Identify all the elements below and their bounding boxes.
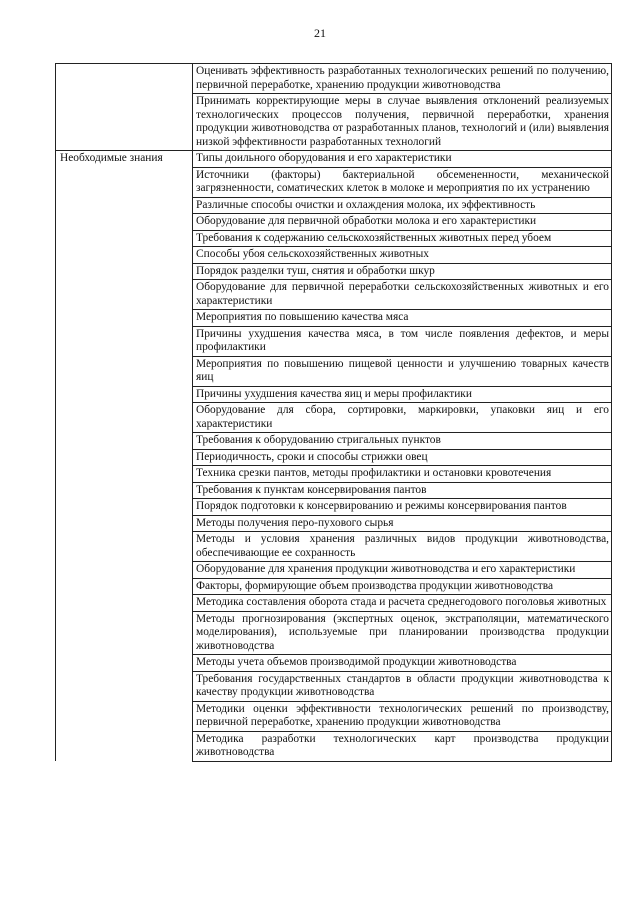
table-cell-item: Мероприятия по повышению пищевой ценности и улучшению товарных качеств яиц [193,356,612,386]
table-cell-item: Методы учета объемов производимой продукции животноводства [193,655,612,672]
table-cell-item: Принимать корректирующие меры в случае выявления отклонений реализуемых технологических процессов получения, первичной переработки, хранения продукции животноводства от разработанных планов, технологий и (или) выявления низкой эффективности разработанных технологий [193,94,612,151]
table-cell-item: Мероприятия по повышению качества мяса [193,310,612,327]
row-label [56,64,193,151]
table-cell-item: Оборудование для сбора, сортировки, маркировки, упаковки яиц и его характеристики [193,403,612,433]
page-number: 21 [314,26,326,40]
table-cell-item: Факторы, формирующие объем производства продукции животноводства [193,578,612,595]
table-cell-item: Требования к оборудованию стригальных пунктов [193,433,612,450]
table-cell-item: Методика разработки технологических карт производства продукции животноводства [193,731,612,761]
table-cell-item: Оборудование для хранения продукции животноводства и его характеристики [193,562,612,579]
table-cell-item: Требования государственных стандартов в области продукции животноводства к качеству продукции животноводства [193,671,612,701]
table-row [56,64,612,94]
table-cell-item: Методы и условия хранения различных видов продукции животноводства, обеспечивающие ее сохранность [193,532,612,562]
table-cell-item: Требования к содержанию сельскохозяйственных животных перед убоем [193,230,612,247]
table-cell-item: Требования к пунктам консервирования пантов [193,482,612,499]
table-cell-item: Оборудование для первичной переработки сельскохозяйственных животных и его характеристики [193,280,612,310]
competency-table [55,63,612,762]
table-cell-item: Типы доильного оборудования и его характеристики [193,151,612,168]
table-row [56,151,612,168]
table-cell-item: Методы прогнозирования (экспертных оценок, экстраполяции, математического моделирования), используемые при планировании производства продукции животноводства [193,611,612,655]
table-cell-item: Техника срезки пантов, методы профилактики и остановки кровотечения [193,466,612,483]
table-cell-item: Порядок разделки туш, снятия и обработки шкур [193,263,612,280]
table-cell-item: Причины ухудшения качества яиц и меры профилактики [193,386,612,403]
table-cell-item: Источники (факторы) бактериальной обсемененности, механической загрязненности, соматических клеток в молоке и мероприятия по их устранению [193,167,612,197]
table-cell-item: Способы убоя сельскохозяйственных животных [193,247,612,264]
table-cell-item: Различные способы очистки и охлаждения молока, их эффективность [193,197,612,214]
table-cell-item: Методы получения перо-пухового сырья [193,515,612,532]
table-cell-item: Оборудование для первичной обработки молока и его характеристики [193,214,612,231]
table-cell-item: Оценивать эффективность разработанных технологических решений по получению, первичной переработке, хранению продукции животноводства [193,64,612,94]
table-cell-item: Причины ухудшения качества мяса, в том числе появления дефектов, и меры профилактики [193,326,612,356]
table-cell-item: Периодичность, сроки и способы стрижки овец [193,449,612,466]
row-label: Необходимые знания [56,151,193,762]
table-cell-item: Порядок подготовки к консервированию и режимы консервирования пантов [193,499,612,516]
table-cell-item: Методика составления оборота стада и расчета среднегодового поголовья животных [193,595,612,612]
table-cell-item: Методики оценки эффективности технологических решений по производству, первичной переработке, хранению продукции животноводства [193,701,612,731]
table-body [56,64,612,762]
